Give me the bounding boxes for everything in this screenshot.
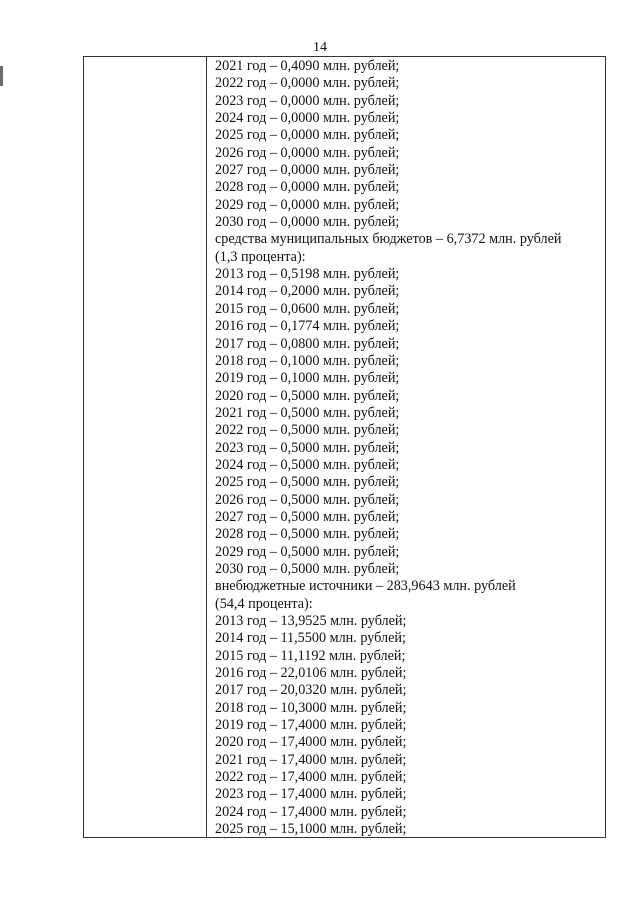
funding-line: 2028 год – 0,5000 млн. рублей; (215, 526, 400, 543)
funding-line: 2017 год – 20,0320 млн. рублей; (215, 682, 407, 699)
funding-line: 2025 год – 15,1000 млн. рублей; (215, 821, 407, 838)
extrabudgetary-heading: внебюджетные источники – 283,9643 млн. рублей (215, 578, 516, 595)
funding-line: 2021 год – 0,4090 млн. рублей; (215, 58, 400, 74)
funding-line: 2030 год – 0,5000 млн. рублей; (215, 560, 400, 577)
funding-line: 2023 год – 17,4000 млн. рублей; (215, 786, 407, 803)
table-right-cell (208, 57, 605, 837)
funding-line: 2030 год – 0,0000 млн. рублей; (215, 214, 400, 231)
funding-line: 2015 год – 11,1192 млн. рублей; (215, 647, 406, 664)
table-left-cell (84, 57, 207, 837)
funding-line: 2027 год – 0,0000 млн. рублей; (215, 162, 400, 179)
funding-line: 2020 год – 0,5000 млн. рублей; (215, 387, 400, 404)
funding-line: 2017 год – 0,0800 млн. рублей; (215, 335, 400, 352)
funding-line: 2018 год – 0,1000 млн. рублей; (215, 352, 400, 369)
funding-line: 2016 год – 0,1774 млн. рублей; (215, 318, 400, 335)
funding-line: 2024 год – 0,5000 млн. рублей; (215, 456, 400, 473)
funding-line: 2019 год – 0,1000 млн. рублей; (215, 370, 400, 387)
funding-line: 2026 год – 0,0000 млн. рублей; (215, 144, 400, 161)
funding-line: 2023 год – 0,5000 млн. рублей; (215, 439, 400, 456)
funding-line: 2021 год – 17,4000 млн. рублей; (215, 751, 407, 768)
funding-line: 2020 год – 17,4000 млн. рублей; (215, 734, 407, 751)
funding-line: 2024 год – 0,0000 млн. рублей; (215, 110, 400, 127)
page-number: 14 (313, 40, 327, 55)
funding-line: 2014 год – 11,5500 млн. рублей; (215, 630, 406, 647)
funding-line: 2019 год – 17,4000 млн. рублей; (215, 717, 407, 734)
municipal-budget-share: (1,3 процента): (215, 248, 306, 265)
funding-line: 2024 год – 17,4000 млн. рублей; (215, 803, 407, 820)
funding-line: 2022 год – 0,5000 млн. рублей; (215, 422, 400, 439)
funding-line: 2029 год – 0,0000 млн. рублей; (215, 196, 400, 213)
funding-line: 2016 год – 22,0106 млн. рублей; (215, 665, 407, 682)
extrabudgetary-share: (54,4 процента): (215, 595, 313, 612)
funding-line: 2015 год – 0,0600 млн. рублей; (215, 300, 400, 317)
funding-line: 2028 год – 0,0000 млн. рублей; (215, 179, 400, 196)
funding-line: 2025 год – 0,5000 млн. рублей; (215, 474, 400, 491)
funding-line: 2014 год – 0,2000 млн. рублей; (215, 283, 400, 300)
funding-line: 2029 год – 0,5000 млн. рублей; (215, 543, 400, 560)
passport-table (83, 56, 606, 838)
funding-line: 2021 год – 0,5000 млн. рублей; (215, 404, 400, 421)
municipal-budget-heading: средства муниципальных бюджетов – 6,7372 млн. рублей (215, 231, 562, 248)
funding-line: 2026 год – 0,5000 млн. рублей; (215, 491, 400, 508)
funding-line: 2022 год – 17,4000 млн. рублей; (215, 769, 407, 786)
funding-line: 2025 год – 0,0000 млн. рублей; (215, 127, 400, 144)
funding-line: 2018 год – 10,3000 млн. рублей; (215, 699, 407, 716)
funding-line: 2023 год – 0,0000 млн. рублей; (215, 92, 400, 109)
funding-line: 2022 год – 0,0000 млн. рублей; (215, 75, 400, 92)
funding-line: 2027 год – 0,5000 млн. рублей; (215, 508, 400, 525)
funding-line: 2013 год – 13,9525 млн. рублей; (215, 613, 407, 629)
funding-line: 2013 год – 0,5198 млн. рублей; (215, 266, 400, 283)
scan-edge-mark (0, 66, 3, 86)
